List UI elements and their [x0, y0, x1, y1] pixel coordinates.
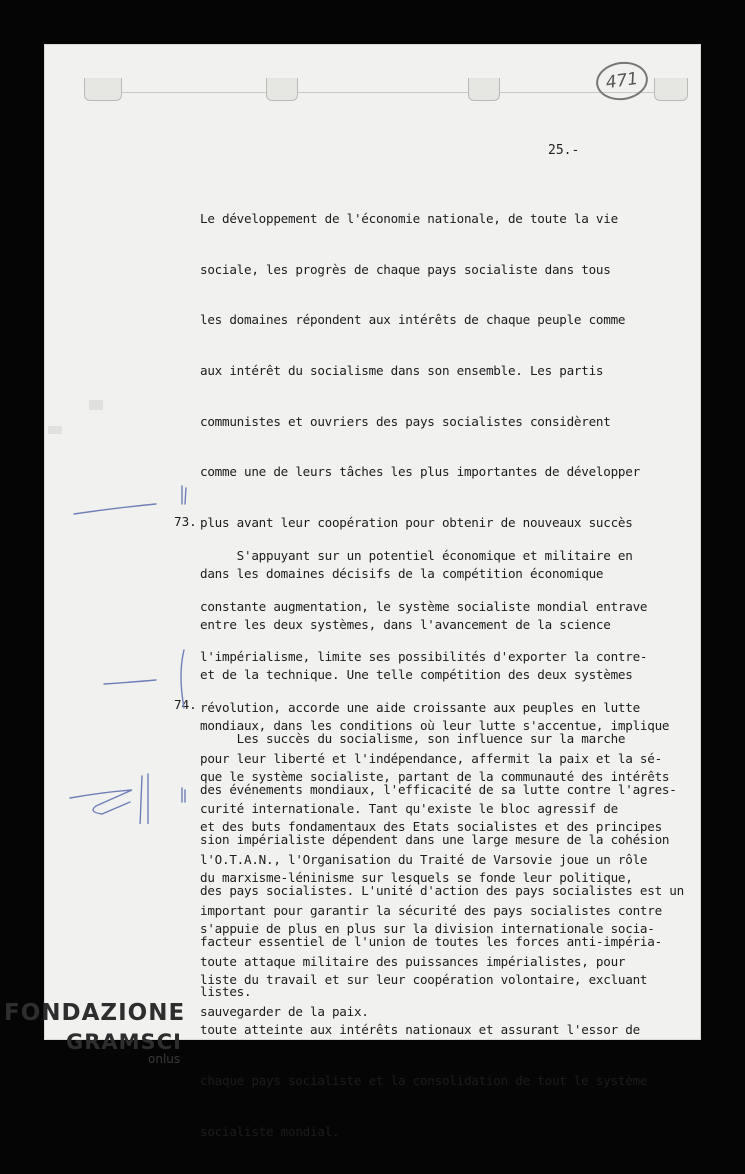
text-line: facteur essentiel de l'union de toutes les forces anti-impéria- [200, 933, 662, 949]
page-number: 25.- [548, 143, 580, 158]
logo-text: FONDAZIONE [4, 1000, 186, 1026]
text-line: Les succès du socialisme, son influence sur la marche [200, 730, 626, 746]
text-line: les domaines répondent aux intérêts de chaque peuple comme [200, 312, 626, 328]
text-line: curité internationale. Tant qu'existe le bloc agressif de [200, 801, 618, 817]
margin-annotations [44, 424, 204, 824]
text-line: sion impérialiste dépendent dans une large mesure de la cohésion [200, 832, 670, 848]
text-line: sauvegarder de la paix. [200, 1004, 369, 1020]
text-line: toute attaque militaire des puissances impérialistes, pour [200, 953, 626, 969]
binder-clip [266, 78, 298, 101]
text-line: aux intérêt du socialisme dans son ensemble. Les partis [200, 362, 604, 378]
faint-mark [48, 426, 62, 434]
text-line: chaque pays socialiste et la consolidation de tout le système [200, 1073, 648, 1089]
text-line: dans les domaines décisifs de la compétition économique [200, 565, 604, 581]
margin-line-mark [74, 504, 156, 514]
text-line: liste du travail et sur leur coopération volontaire, excluant [200, 971, 648, 987]
text-line: important pour garantir la sécurité des pays socialistes contre [200, 902, 662, 918]
margin-bracket-mark [181, 650, 184, 708]
paragraph-body [200, 697, 684, 1035]
logo-text: GRAMSCI [66, 1030, 182, 1054]
binder-clip [654, 78, 688, 101]
text-line: pour leur liberté et l'indépendance, affermit la paix et la sé- [200, 750, 662, 766]
text-line: des pays socialistes. L'unité d'action des pays socialistes est un [200, 882, 684, 898]
margin-tick-mark [182, 788, 185, 802]
text-line: des événements mondiaux, l'efficacité de sa lutte contre l'agres- [200, 781, 677, 797]
text-line: sociale, les progrès de chaque pays socialiste dans tous [200, 261, 611, 277]
logo-text: onlus [148, 1052, 181, 1066]
paragraph-number: 74. [174, 697, 197, 712]
margin-tick-mark [140, 774, 148, 824]
binder-clip [84, 78, 122, 101]
text-line: du marxisme-léninisme sur lesquels se fonde leur politique, [200, 870, 633, 886]
margin-arrow-mark [70, 790, 132, 814]
text-line: mondiaux, dans les conditions où leur lutte s'accentue, implique [200, 718, 670, 733]
margin-line-mark [104, 680, 156, 684]
text-line: constante augmentation, le système socialiste mondial entrave [200, 598, 648, 614]
text-line: que le système socialiste, partant de la communauté des intérêts [200, 768, 670, 784]
text-line: révolution, accorde une aide croissante aux peuples en lutte [200, 699, 640, 715]
text-line: s'appuie de plus en plus sur la division internationale socia- [200, 920, 655, 936]
text-line: toute atteinte aux intérêts nationaux et assurant l'essor de [200, 1022, 640, 1038]
text-line: communistes et ouvriers des pays socialistes considèrent [200, 413, 611, 429]
text-line: entre les deux systèmes, dans l'avancement de la science [200, 616, 611, 632]
text-line: et de la technique. Une telle compétition des deux systèmes [200, 667, 633, 683]
binder-clip [468, 78, 500, 101]
archive-page-stamp: 471 [594, 59, 651, 104]
margin-tick-mark [182, 486, 186, 504]
text-line: listes. [200, 984, 252, 1000]
page-fold-line [98, 92, 681, 93]
archive-logo [4, 996, 189, 1080]
text-line: l'O.T.A.N., l'Organisation du Traité de Varsovie joue un rôle [200, 852, 648, 868]
text-line: comme une de leurs tâches les plus importantes de développer [200, 464, 640, 480]
paragraph-number: 73. [174, 514, 197, 529]
text-line: plus avant leur coopération pour obtenir de nouveaux succès [200, 515, 633, 531]
text-line: socialiste mondial. [200, 1123, 340, 1139]
faint-mark [89, 400, 103, 410]
text-line: Le développement de l'économie nationale, de toute la vie [200, 210, 618, 226]
text-line: et des buts fondamentaux des Etats socialistes et des principes [200, 819, 662, 835]
text-line: l'impérialisme, limite ses possibilités d'exporter la contre- [200, 649, 648, 665]
text-line: S'appuyant sur un potentiel économique et militaire en [200, 547, 633, 563]
